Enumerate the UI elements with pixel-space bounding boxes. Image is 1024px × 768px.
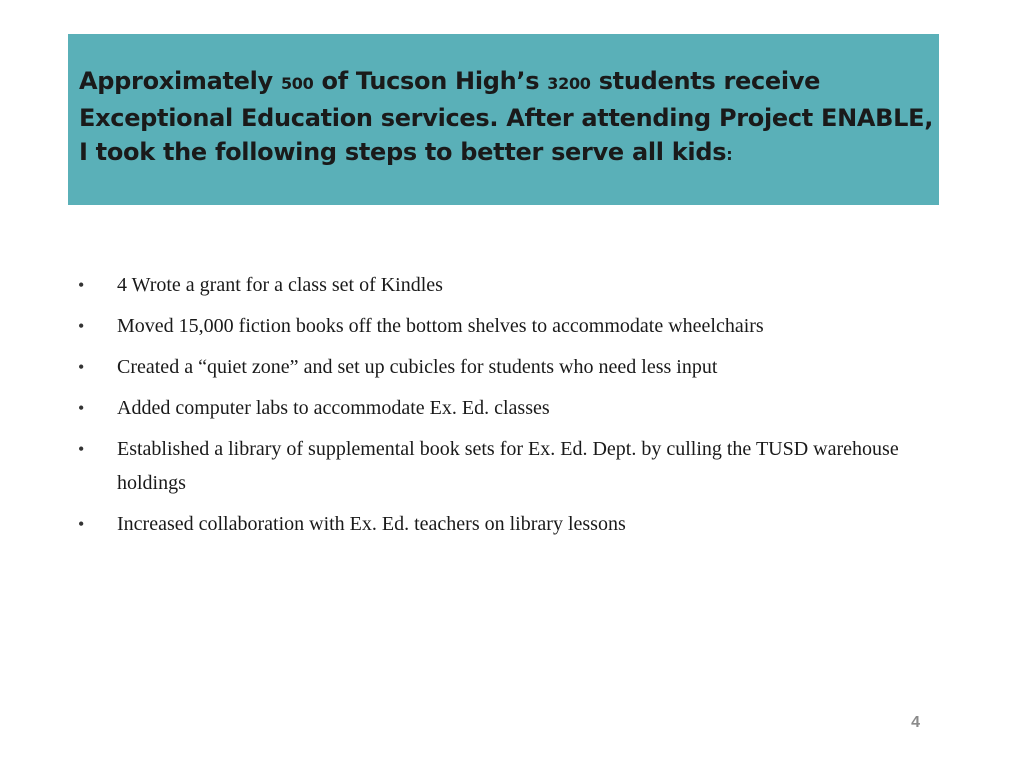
title-line-1-part-b: of Tucson High’s (313, 67, 548, 95)
bullet-text: Moved 15,000 fiction books off the bottom shelves to accommodate wheelchairs (117, 315, 764, 337)
title-colon: : (726, 145, 733, 164)
bullet-text: Increased collaboration with Ex. Ed. teachers on library lessons (117, 513, 626, 535)
bullet-item (77, 432, 937, 500)
bullet-item (77, 309, 937, 343)
bullet-text: 4 Wrote a grant for a class set of Kindles (117, 274, 443, 296)
page-number: 4 (911, 714, 920, 731)
bullet-item (77, 391, 937, 425)
slide-title (79, 64, 934, 172)
title-line-1-part-c: students receive (590, 67, 821, 95)
title-banner (68, 34, 939, 205)
bullet-item (77, 268, 937, 302)
bullet-icon: • (78, 514, 85, 534)
title-line-3-text: I took the following steps to better serve all kids (79, 138, 727, 166)
bullet-item (77, 350, 937, 384)
bullet-icon: • (78, 398, 85, 418)
title-number-500: 500 (280, 74, 314, 93)
bullet-list (77, 268, 937, 548)
bullet-text: Created a “quiet zone” and set up cubicles for students who need less input (117, 356, 718, 378)
bullet-text: Established a library of supplemental book sets for Ex. Ed. Dept. by culling the TUSD warehouse holdings (117, 438, 899, 494)
bullet-item (77, 507, 937, 541)
title-number-3200: 3200 (547, 74, 591, 93)
title-line-1 (79, 64, 929, 101)
bullet-icon: • (78, 316, 85, 336)
bullet-icon: • (78, 275, 85, 295)
title-line-3 (79, 135, 929, 172)
title-line-1-part-a: Approximately (79, 67, 281, 95)
bullet-icon: • (78, 357, 85, 377)
bullet-icon: • (78, 439, 85, 459)
bullet-text: Added computer labs to accommodate Ex. Ed. classes (117, 397, 550, 419)
title-line-2: Exceptional Education services. After attending Project ENABLE, (79, 104, 934, 132)
